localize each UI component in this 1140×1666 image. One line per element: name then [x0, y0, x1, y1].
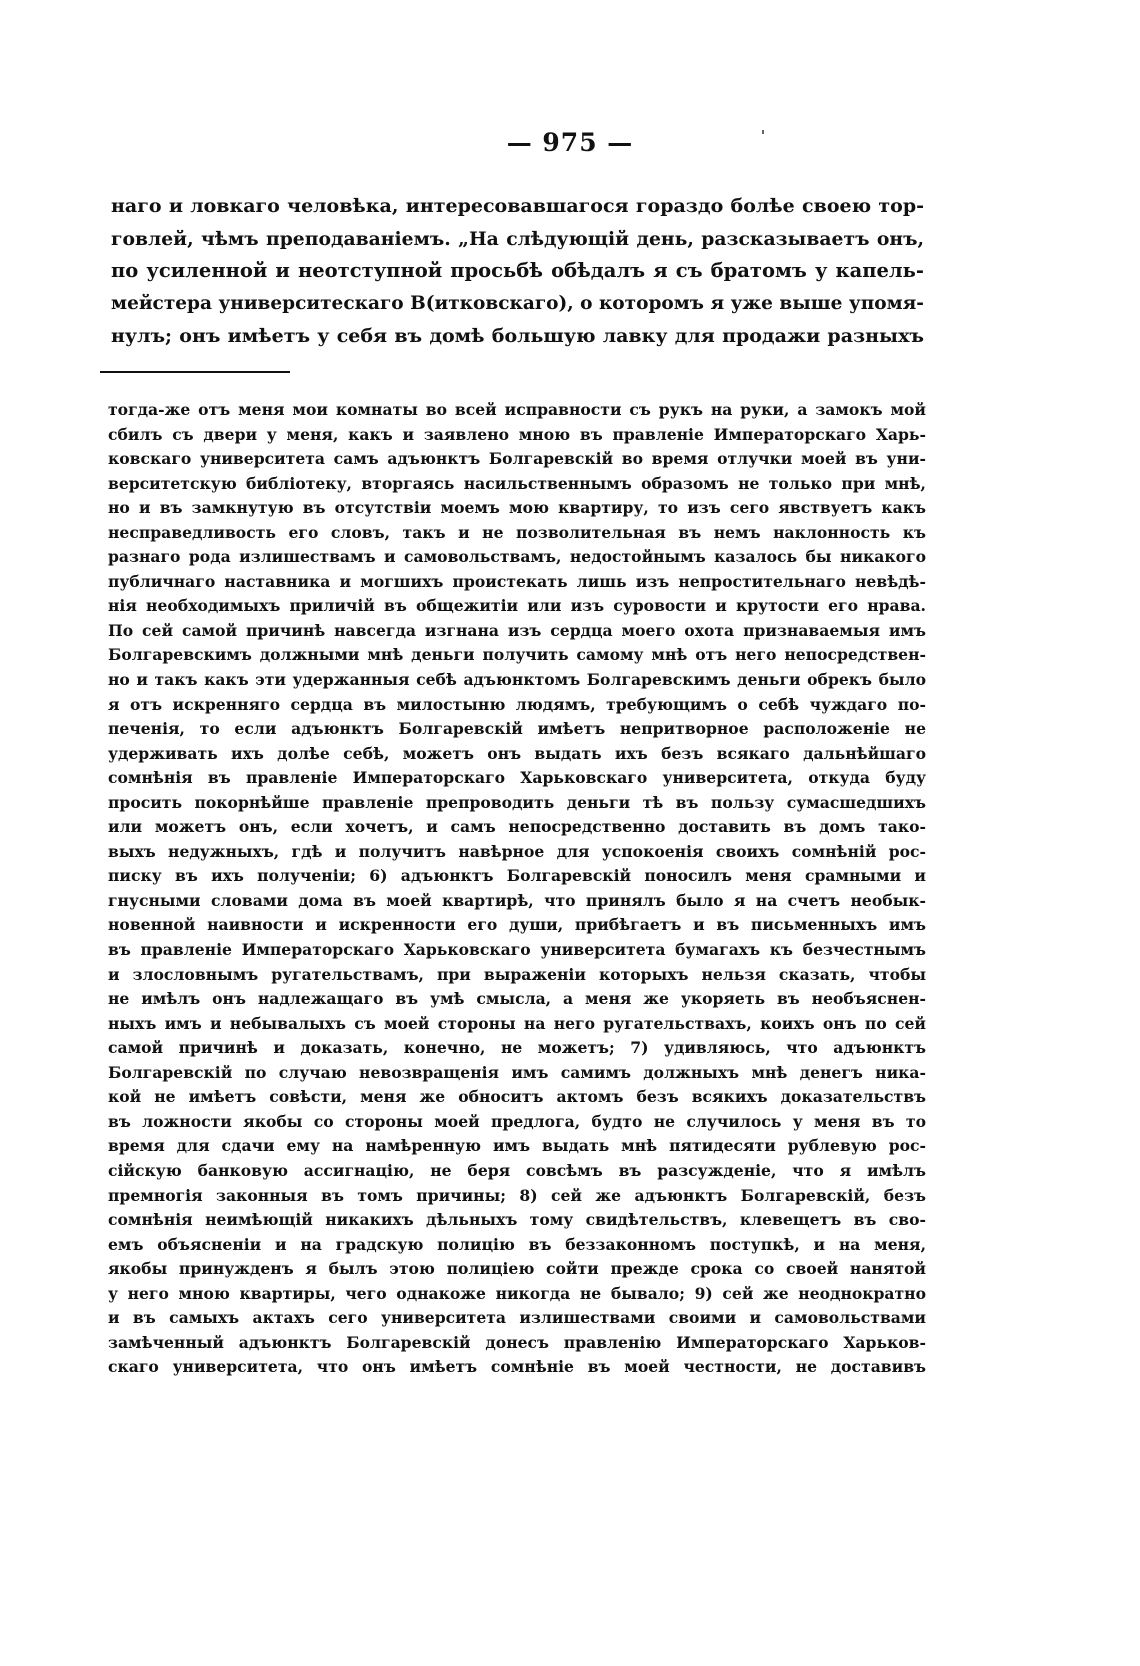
footnote-line: скаго университета, что онъ имѣетъ сомнѣніе въ моей честности, не доставивъ [108, 1357, 926, 1377]
footnote-line: якобы принужденъ я былъ этою полиціею сойти прежде срока со своей нанятой [108, 1259, 926, 1279]
footnote-line: но и въ замкнутую въ отсутствіи моемъ мою квартиру, то изъ сего явствуетъ какъ [108, 498, 926, 518]
main-text-line: нулъ; онъ имѣетъ у себя въ домѣ большую лавку для продажи разныхъ [111, 325, 924, 348]
footnote-line: сомнѣнія неимѣющій никакихъ дѣльныхъ тому свидѣтельствъ, клевещетъ въ сво- [108, 1210, 926, 1230]
footnote-line: въ ложности якобы со стороны моей предлога, будто не случилось у меня въ то [108, 1111, 926, 1131]
footnote-line: новенной наивности и искренности его души, прибѣгаетъ и въ письменныхъ имъ [108, 915, 926, 935]
footnote-line: нія необходимыхъ приличій въ общежитіи или изъ суровости и крутости его нрава. [108, 596, 926, 616]
footnote-line: не имѣлъ онъ надлежащаго въ умѣ смысла, а меня же укоряеть въ необъяснен- [108, 989, 926, 1009]
footnote-line: самой причинѣ и доказать, конечно, не можетъ; 7) удивляюсь, что адъюнктъ [108, 1038, 926, 1058]
main-text-block [111, 190, 924, 353]
footnote-line: Болгаревскій по случаю невозвращенія имъ самимъ должныхъ мнѣ денегъ ника- [108, 1062, 926, 1082]
footnote-line: сомнѣнія въ правленіе Императорскаго Харьковскаго университета, откуда буду [108, 768, 926, 788]
footnote-line: замѣченный адъюнктъ Болгаревскій донесъ правленію Императорскаго Харьков- [108, 1332, 926, 1352]
footnote-line: у него мною квартиры, чего однакоже никогда не бывало; 9) сей же неоднократно [108, 1283, 926, 1303]
main-text-line: наго и ловкаго человѣка, интересовавшагося гораздо болѣе своею тор- [111, 195, 924, 217]
footnote-line: ковскаго университета самъ адъюнктъ Болгаревскій во время отлучки моей въ уни- [108, 449, 926, 469]
footnote-line: тогда-же отъ меня мои комнаты во всей исправности съ рукъ на руки, а замокъ мой [108, 400, 926, 419]
footnote-line: въ правленіе Императорскаго Харьковскаго университета бумагахъ къ безчестнымъ [108, 940, 926, 960]
footnote-line: сбилъ съ двери у меня, какъ и заявлено мною въ правленіе Императорскаго Харь- [108, 424, 926, 444]
main-text-line: мейстера университескаго В(итковскаго), о которомъ я уже выше упомя- [111, 292, 924, 314]
footnote-line: просить покорнѣйше правленіе препроводить деньги тѣ въ пользу сумасшедшихъ [108, 792, 926, 812]
footnote-line: верситетскую библіотеку, вторгаясь насильственнымъ образомъ не только при мнѣ, [108, 473, 926, 493]
footnote-line: Болгаревскимъ должными мнѣ деньги получить самому мнѣ отъ него непосредствен- [108, 645, 926, 665]
footnote-line: выхъ недужныхъ, гдѣ и получитъ навѣрное для успокоенія своихъ сомнѣній рос- [108, 841, 926, 861]
footnote-line: разнаго рода излишествамъ и самовольствамъ, недостойнымъ казалось бы никакого [108, 547, 926, 567]
footnote-line: я отъ искренняго сердца въ милостыню людямъ, требующимъ о себѣ чуждаго по- [108, 694, 926, 714]
footnote-line: емъ объясненіи и на градскую полицію въ беззаконномъ поступкѣ, и на меня, [108, 1234, 926, 1254]
main-text-line: говлей, чѣмъ преподаваніемъ. „На слѣдующій день, разсказываетъ онъ, [111, 227, 924, 250]
footnote-line: и въ самыхъ актахъ сего университета излишествами своими и самовольствами [108, 1308, 926, 1328]
footnote-separator [100, 371, 290, 373]
footnote-line: несправедливость его словъ, такъ и не позволительная въ немъ наклонность къ [108, 522, 926, 542]
page-number: — 975 — [506, 128, 634, 157]
footnote-line: печенія, то если адъюнктъ Болгаревскій имѣетъ непритворное расположеніе не [108, 719, 926, 739]
footnote-line: удерживать ихъ долѣе себѣ, можетъ онъ выдать ихъ безъ всякаго дальнѣйшаго [108, 743, 926, 763]
footnote-line: писку въ ихъ полученіи; 6) адъюнктъ Болгаревскій поносилъ меня срамными и [108, 866, 926, 886]
footnote-line: и злословнымъ ругательствамъ, при выраженіи которыхъ нельзя сказать, чтобы [108, 964, 926, 984]
main-text-line: по усиленной и неотступной просьбѣ обѣдалъ я съ братомъ у капель- [111, 259, 924, 283]
footnote-line: премногія законныя въ томъ причины; 8) сей же адъюнктъ Болгаревскій, безъ [108, 1185, 926, 1205]
footnote-line: но и такъ какъ эти удержанныя себѣ адъюнктомъ Болгаревскимъ деньги обрекъ было [108, 670, 926, 690]
footnote-line: кой не имѣетъ совѣсти, меня же обноситъ актомъ безъ всякихъ доказательствъ [108, 1087, 926, 1107]
footnote-line: По сей самой причинѣ навсегда изгнана изъ сердца моего охота признаваемыя имъ [108, 620, 926, 640]
footnote-block [108, 398, 926, 1380]
footnote-line: ныхъ имъ и небывалыхъ съ моей стороны на него ругательствахъ, коихъ онъ по сей [108, 1013, 926, 1033]
footnote-line: время для сдачи ему на намѣренную имъ выдать мнѣ пятидесяти рублевую рос- [108, 1136, 926, 1156]
footnote-line: или можетъ онъ, если хочетъ, и самъ непосредственно доставить въ домъ тако- [108, 817, 926, 837]
footnote-line: сійскую банковую ассигнацію, не беря совсѣмъ въ разсужденіе, что я имѣлъ [108, 1160, 926, 1180]
footnote-line: гнусными словами дома въ моей квартирѣ, что принялъ было я на счетъ необык- [108, 890, 926, 910]
footnote-line: публичнаго наставника и могшихъ проистекать лишь изъ непростительнаго невѣдѣ- [108, 571, 926, 591]
